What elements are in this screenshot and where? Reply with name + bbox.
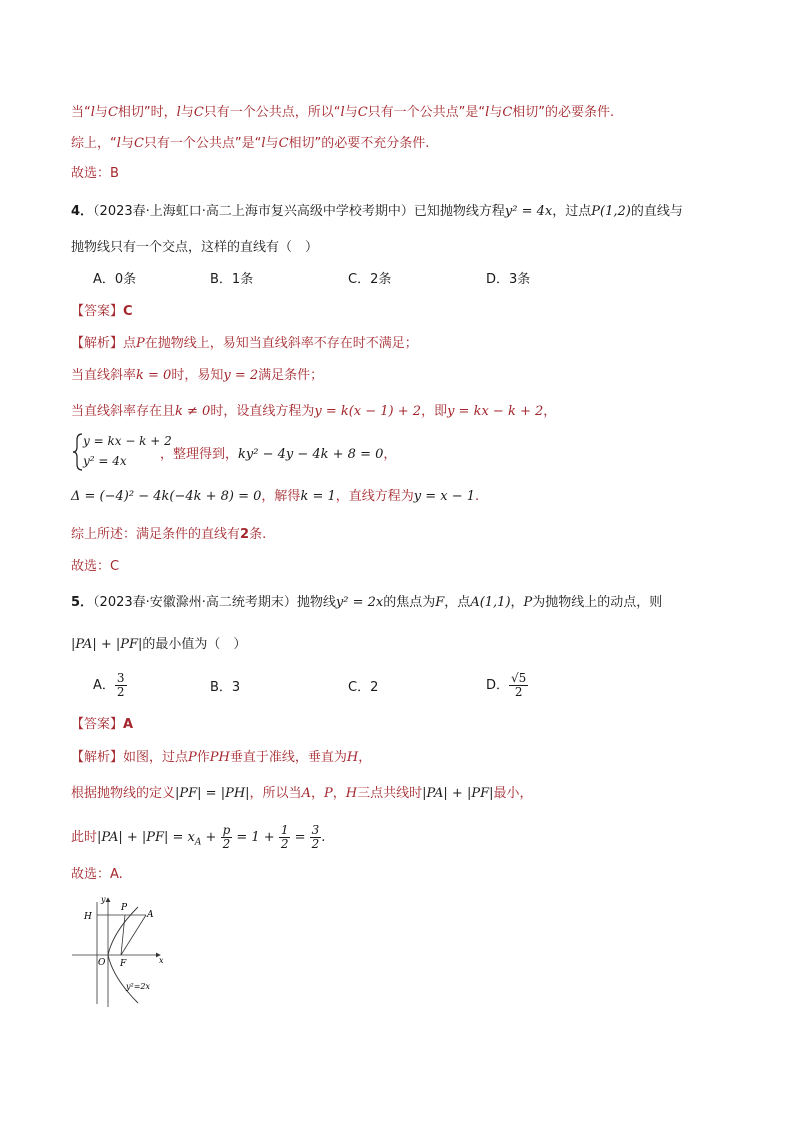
text-line-2: 综上，“l与C只有一个公共点”是“l与C相切”的必要不充分条件. bbox=[71, 136, 430, 151]
q5-option-c: C．2 bbox=[348, 680, 379, 695]
system-row-1: y = kx − k + 2 bbox=[83, 434, 172, 448]
label-h: H bbox=[84, 912, 92, 922]
parabola-figure bbox=[68, 892, 168, 1012]
q5-option-d: D． $\frac{√5}{2}$ bbox=[486, 671, 527, 699]
label-curve: y²=2x bbox=[126, 982, 151, 991]
q5-choose: 故选：A. bbox=[71, 867, 123, 882]
label-o: O bbox=[98, 958, 106, 968]
label-p: P bbox=[121, 903, 128, 913]
q4-stem-line-2: 抛物线只有一个交点，这样的直线有（ ） bbox=[71, 240, 319, 255]
q5-stem-line-1: 5．（2023春·安徽滁州·高二统考期末）抛物线y² = 2x的焦点为F，点A(1,1)，P为抛物线上的动点，则 bbox=[71, 595, 663, 610]
label-y: y bbox=[101, 895, 106, 904]
q4-option-a: A．0条 bbox=[93, 272, 137, 287]
q4-analysis-line-2: 当直线斜率k = 0时，易知y = 2满足条件； bbox=[71, 368, 324, 383]
q4-analysis-line-3: 当直线斜率存在且k ≠ 0时，设直线方程为y = k(x − 1) + 2，即y = kx − k + 2， bbox=[71, 404, 557, 419]
q4-choose: 故选：C bbox=[71, 559, 120, 574]
system-row-2: y² = 4x bbox=[83, 454, 127, 468]
q4-analysis-line-6: 综上所述：满足条件的直线有2条. bbox=[71, 527, 267, 542]
q4-option-d: D．3条 bbox=[486, 272, 531, 287]
q4-analysis-line-5: Δ = (−4)² − 4k(−4k + 8) = 0，解得k = 1，直线方程为y = x − 1. bbox=[71, 489, 480, 504]
q5-option-b: B．3 bbox=[210, 680, 241, 695]
q4-analysis-line-4: ，整理得到，ky² − 4y − 4k + 8 = 0， bbox=[160, 447, 397, 462]
q4-analysis-line-1: 【解析】点P在抛物线上，易知当直线斜率不存在时不满足； bbox=[71, 336, 418, 351]
label-x: x bbox=[159, 956, 164, 965]
text-line-1: 当“l与C相切”时，l与C只有一个公共点，所以“l与C只有一个公共点”是“l与C相切”的必要条件. bbox=[71, 105, 615, 120]
q5-analysis-line-2: 根据抛物线的定义|PF| = |PH|，所以当A，P，H三点共线时|PA| + |PF|最小， bbox=[71, 786, 533, 801]
choose-line-q3: 故选：B bbox=[71, 166, 119, 181]
label-f: F bbox=[120, 959, 127, 969]
q5-stem-line-2: |PA| + |PF|的最小值为（ ） bbox=[71, 637, 247, 652]
label-a: A bbox=[147, 910, 154, 920]
q4-option-b: B．1条 bbox=[210, 272, 254, 287]
q5-answer: 【答案】A bbox=[71, 717, 134, 732]
q4-stem-line-1: 4．（2023春·上海虹口·高二上海市复兴高级中学校考期中）已知抛物线方程y² = 4x，过点P(1,2)的直线与 bbox=[71, 204, 683, 219]
q5-option-a: A． $\frac{3}{2}$ bbox=[93, 671, 125, 699]
q5-analysis-line-3: 此时$|PA| + |PF| = x_A$ + $\frac{p}{2}$ = 1 + $\frac{1}{2}$ = $\frac{3}{2}$ . bbox=[71, 823, 326, 851]
q5-analysis-line-1: 【解析】如图，过点P作PH垂直于准线，垂直为H， bbox=[71, 750, 372, 765]
q4-answer: 【答案】C bbox=[71, 304, 133, 319]
q4-option-c: C．2条 bbox=[348, 272, 392, 287]
